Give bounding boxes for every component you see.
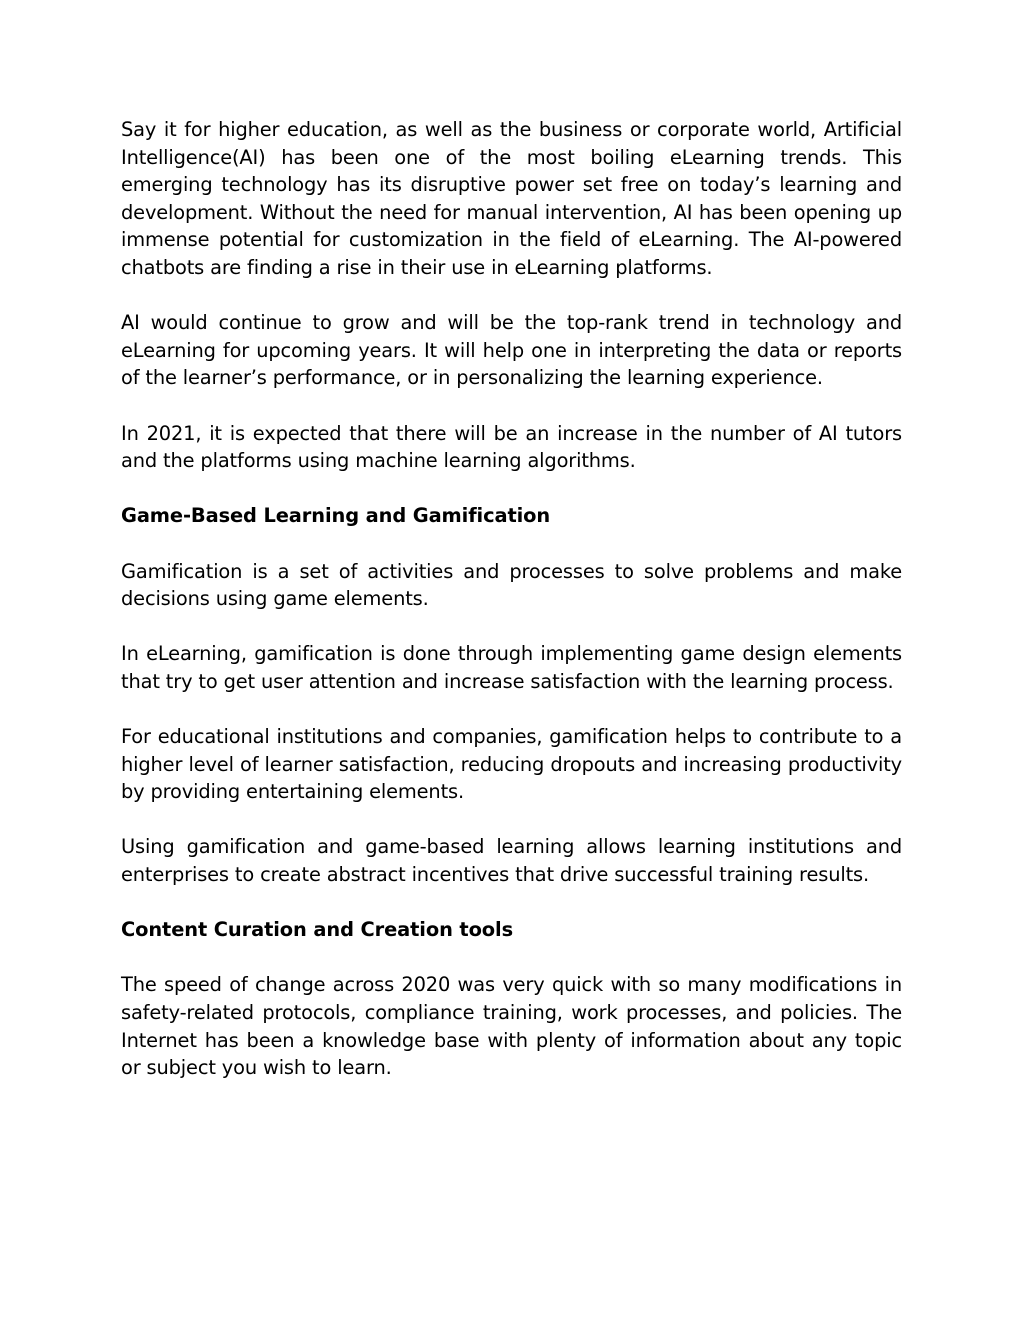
paragraph-ai-trend: Say it for higher education, as well as the business or corporate world, Artificial Intelligence(AI) has been one of the most boiling eLearning trends. This emerging technology has its disruptive power set free on today’s learning and development. Without the need for manual intervention, AI has been opening up immense potential for customization in the field of eLearning. The AI-powered chatbots are finding a rise in their use in eLearning platforms.: [121, 118, 902, 279]
paragraph-gamification-definition: Gamification is a set of activities and processes to solve problems and make decisions using game elements.: [121, 559, 902, 611]
paragraph-ai-growth: AI would continue to grow and will be the top-rank trend in technology and eLearning for upcoming years. It will help one in interpreting the data or reports of the learner’s performance, or in personalizing the learning experience.: [121, 311, 902, 390]
section-heading-content-curation: Content Curation and Creation tools: [121, 918, 514, 942]
paragraph-ai-2021: In 2021, it is expected that there will be an increase in the number of AI tutors and the platforms using machine learning algorithms.: [121, 421, 902, 473]
paragraph-gamification-benefits: For educational institutions and companies, gamification helps to contribute to a higher level of learner satisfaction, reducing dropouts and increasing productivity by providing entertaining elements.: [121, 725, 902, 804]
paragraph-gamification-elearning: In eLearning, gamification is done through implementing game design elements that try to get user attention and increase satisfaction with the learning process.: [121, 642, 902, 693]
paragraph-content-curation: The speed of change across 2020 was very quick with so many modifications in safety-related protocols, compliance training, work processes, and policies. The Internet has been a knowledge base with plenty of information about any topic or subject you wish to learn.: [121, 973, 902, 1080]
paragraph-gamification-incentives: Using gamification and game-based learning allows learning institutions and enterprises to create abstract incentives that drive successful training results.: [121, 835, 902, 887]
section-heading-gamification: Game-Based Learning and Gamification: [121, 504, 551, 528]
document-body: [121, 116, 902, 1109]
